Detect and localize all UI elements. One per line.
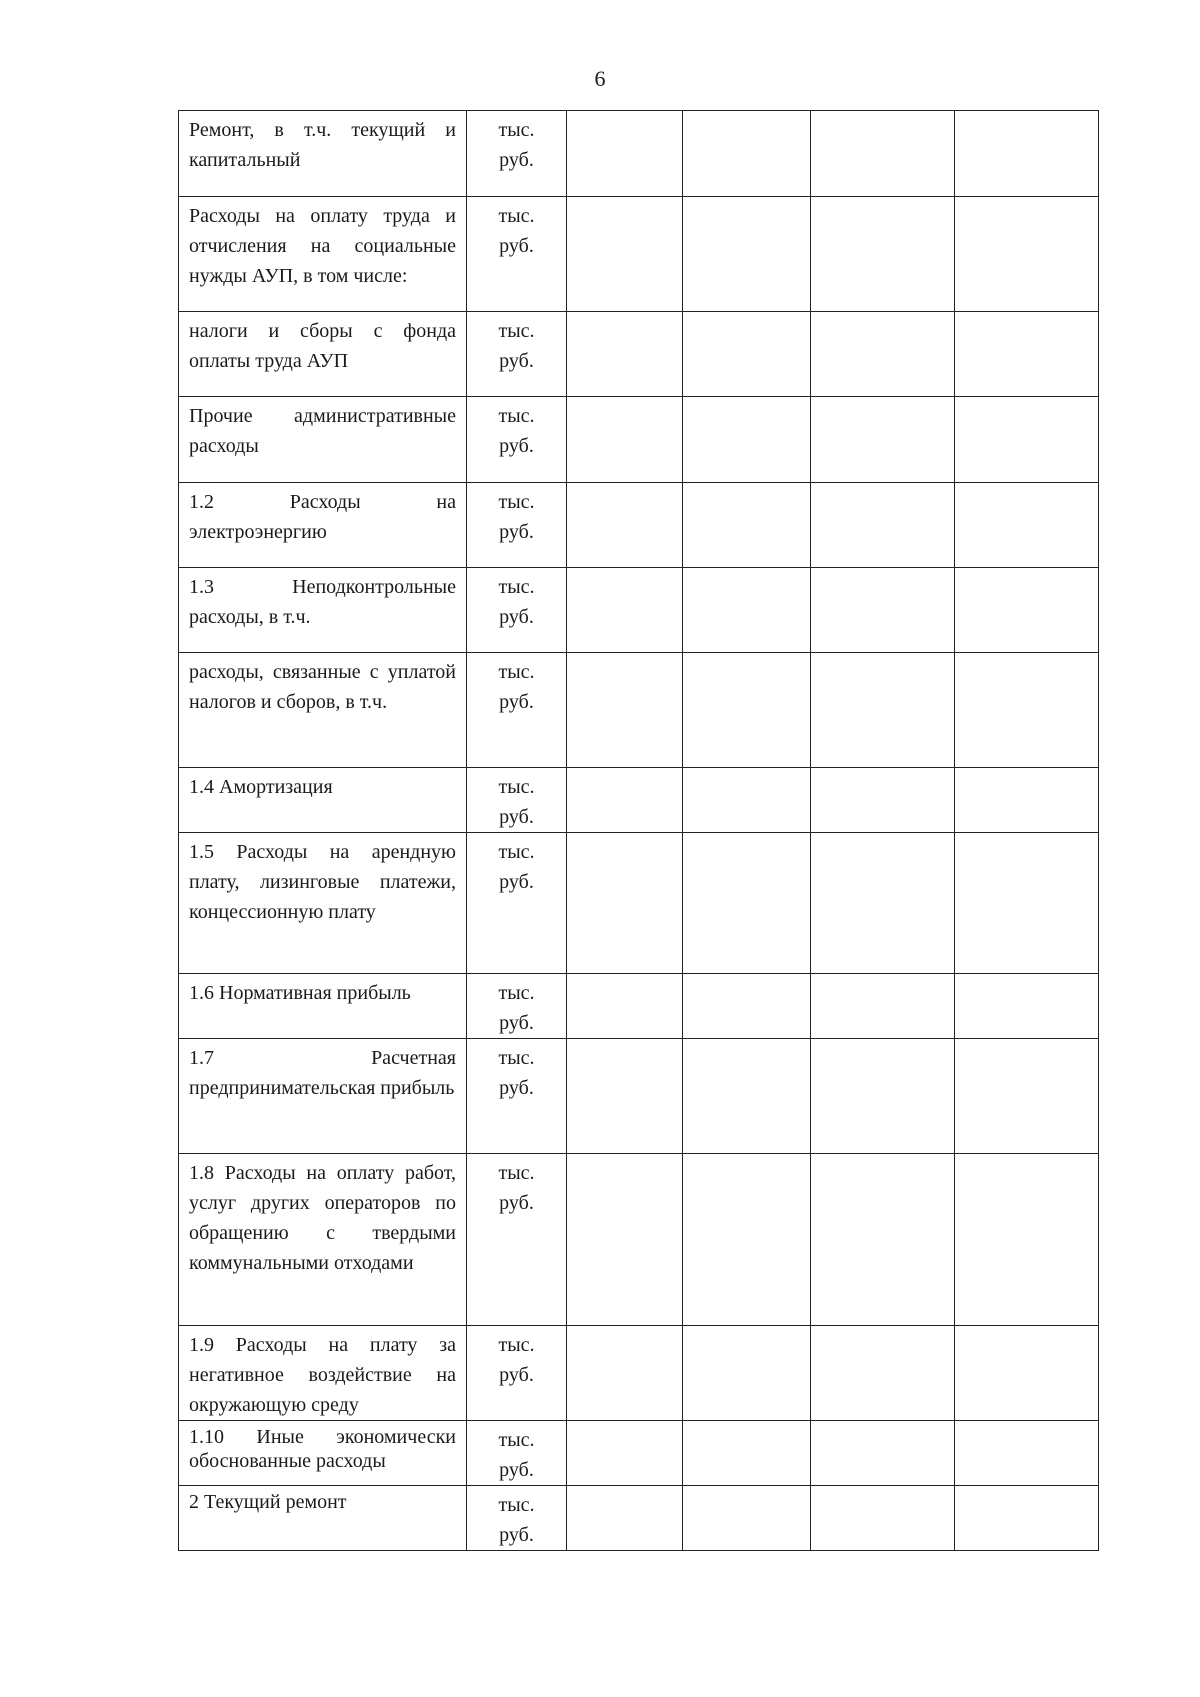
table-row [179,1326,1099,1421]
value-cell [955,1486,1099,1551]
table-row [179,1154,1099,1326]
value-cell [811,197,955,312]
value-cell [955,1326,1099,1421]
row-label: 2 Текущий ремонт [179,1486,467,1551]
value-cell [683,312,811,397]
unit-cell: тыс. руб. [467,312,567,397]
unit-cell: тыс. руб. [467,568,567,653]
value-cell [683,111,811,197]
unit-cell: тыс. руб. [467,483,567,568]
value-cell [811,312,955,397]
value-cell [811,653,955,768]
value-cell [955,768,1099,833]
value-cell [683,568,811,653]
value-cell [567,974,683,1039]
value-cell [811,397,955,483]
table-row [179,483,1099,568]
value-cell [683,1154,811,1326]
value-cell [567,197,683,312]
unit-cell: тыс. руб. [467,653,567,768]
value-cell [955,1154,1099,1326]
value-cell [567,312,683,397]
row-label: Прочие административные расходы [179,397,467,483]
row-label: 1.3 Неподконтрольные расходы, в т.ч. [179,568,467,653]
row-label: расходы, связанные с уплатой налогов и сборов, в т.ч. [179,653,467,768]
table-row [179,568,1099,653]
value-cell [955,1039,1099,1154]
table-row [179,1039,1099,1154]
table-row [179,312,1099,397]
row-label: Ремонт, в т.ч. текущий и капитальный [179,111,467,197]
table-row [179,833,1099,974]
table-row [179,111,1099,197]
value-cell [683,768,811,833]
value-cell [955,312,1099,397]
unit-cell: тыс. руб. [467,1326,567,1421]
unit-cell: тыс. руб. [467,1421,567,1486]
value-cell [955,483,1099,568]
row-label: 1.6 Нормативная прибыль [179,974,467,1039]
unit-cell: тыс. руб. [467,1039,567,1154]
value-cell [955,397,1099,483]
value-cell [811,833,955,974]
value-cell [811,1421,955,1486]
value-cell [567,1039,683,1154]
value-cell [567,397,683,483]
value-cell [811,768,955,833]
unit-cell: тыс. руб. [467,397,567,483]
unit-cell: тыс. руб. [467,1154,567,1326]
value-cell [683,1039,811,1154]
value-cell [955,653,1099,768]
value-cell [683,653,811,768]
value-cell [811,1154,955,1326]
row-label: 1.8 Расходы на оплату работ, услуг других операторов по обращению с твердыми коммунальными отходами [179,1154,467,1326]
value-cell [683,833,811,974]
row-label: налоги и сборы с фонда оплаты труда АУП [179,312,467,397]
value-cell [955,111,1099,197]
value-cell [955,1421,1099,1486]
value-cell [567,833,683,974]
value-cell [567,1486,683,1551]
value-cell [955,833,1099,974]
table-row [179,197,1099,312]
table-row [179,974,1099,1039]
table-row [179,397,1099,483]
value-cell [955,197,1099,312]
unit-cell: тыс. руб. [467,974,567,1039]
value-cell [567,111,683,197]
value-cell [567,568,683,653]
value-cell [567,1326,683,1421]
row-label: 1.10 Иные экономически обоснованные расходы [179,1421,467,1486]
table-row [179,653,1099,768]
value-cell [955,974,1099,1039]
row-label: 1.9 Расходы на плату за негативное воздействие на окружающую среду [179,1326,467,1421]
value-cell [683,397,811,483]
value-cell [683,197,811,312]
value-cell [567,483,683,568]
row-label: Расходы на оплату труда и отчисления на социальные нужды АУП, в том числе: [179,197,467,312]
value-cell [567,653,683,768]
value-cell [683,1486,811,1551]
value-cell [811,974,955,1039]
unit-cell: тыс. руб. [467,768,567,833]
row-label: 1.5 Расходы на арендную плату, лизинговые платежи, концессионную плату [179,833,467,974]
value-cell [811,1486,955,1551]
expense-table [178,110,1099,1551]
value-cell [811,1326,955,1421]
value-cell [567,768,683,833]
table-row [179,1421,1099,1486]
row-label: 1.7 Расчетная предпринимательская прибыль [179,1039,467,1154]
table-row [179,1486,1099,1551]
value-cell [811,568,955,653]
value-cell [811,483,955,568]
value-cell [567,1154,683,1326]
page-number: 6 [594,66,606,91]
value-cell [683,1326,811,1421]
table-row [179,768,1099,833]
row-label: 1.4 Амортизация [179,768,467,833]
unit-cell: тыс. руб. [467,111,567,197]
row-label: 1.2 Расходы на электроэнергию [179,483,467,568]
value-cell [683,1421,811,1486]
value-cell [683,974,811,1039]
value-cell [683,483,811,568]
value-cell [811,1039,955,1154]
value-cell [567,1421,683,1486]
unit-cell: тыс. руб. [467,833,567,974]
value-cell [811,111,955,197]
unit-cell: тыс. руб. [467,1486,567,1551]
unit-cell: тыс. руб. [467,197,567,312]
value-cell [955,568,1099,653]
